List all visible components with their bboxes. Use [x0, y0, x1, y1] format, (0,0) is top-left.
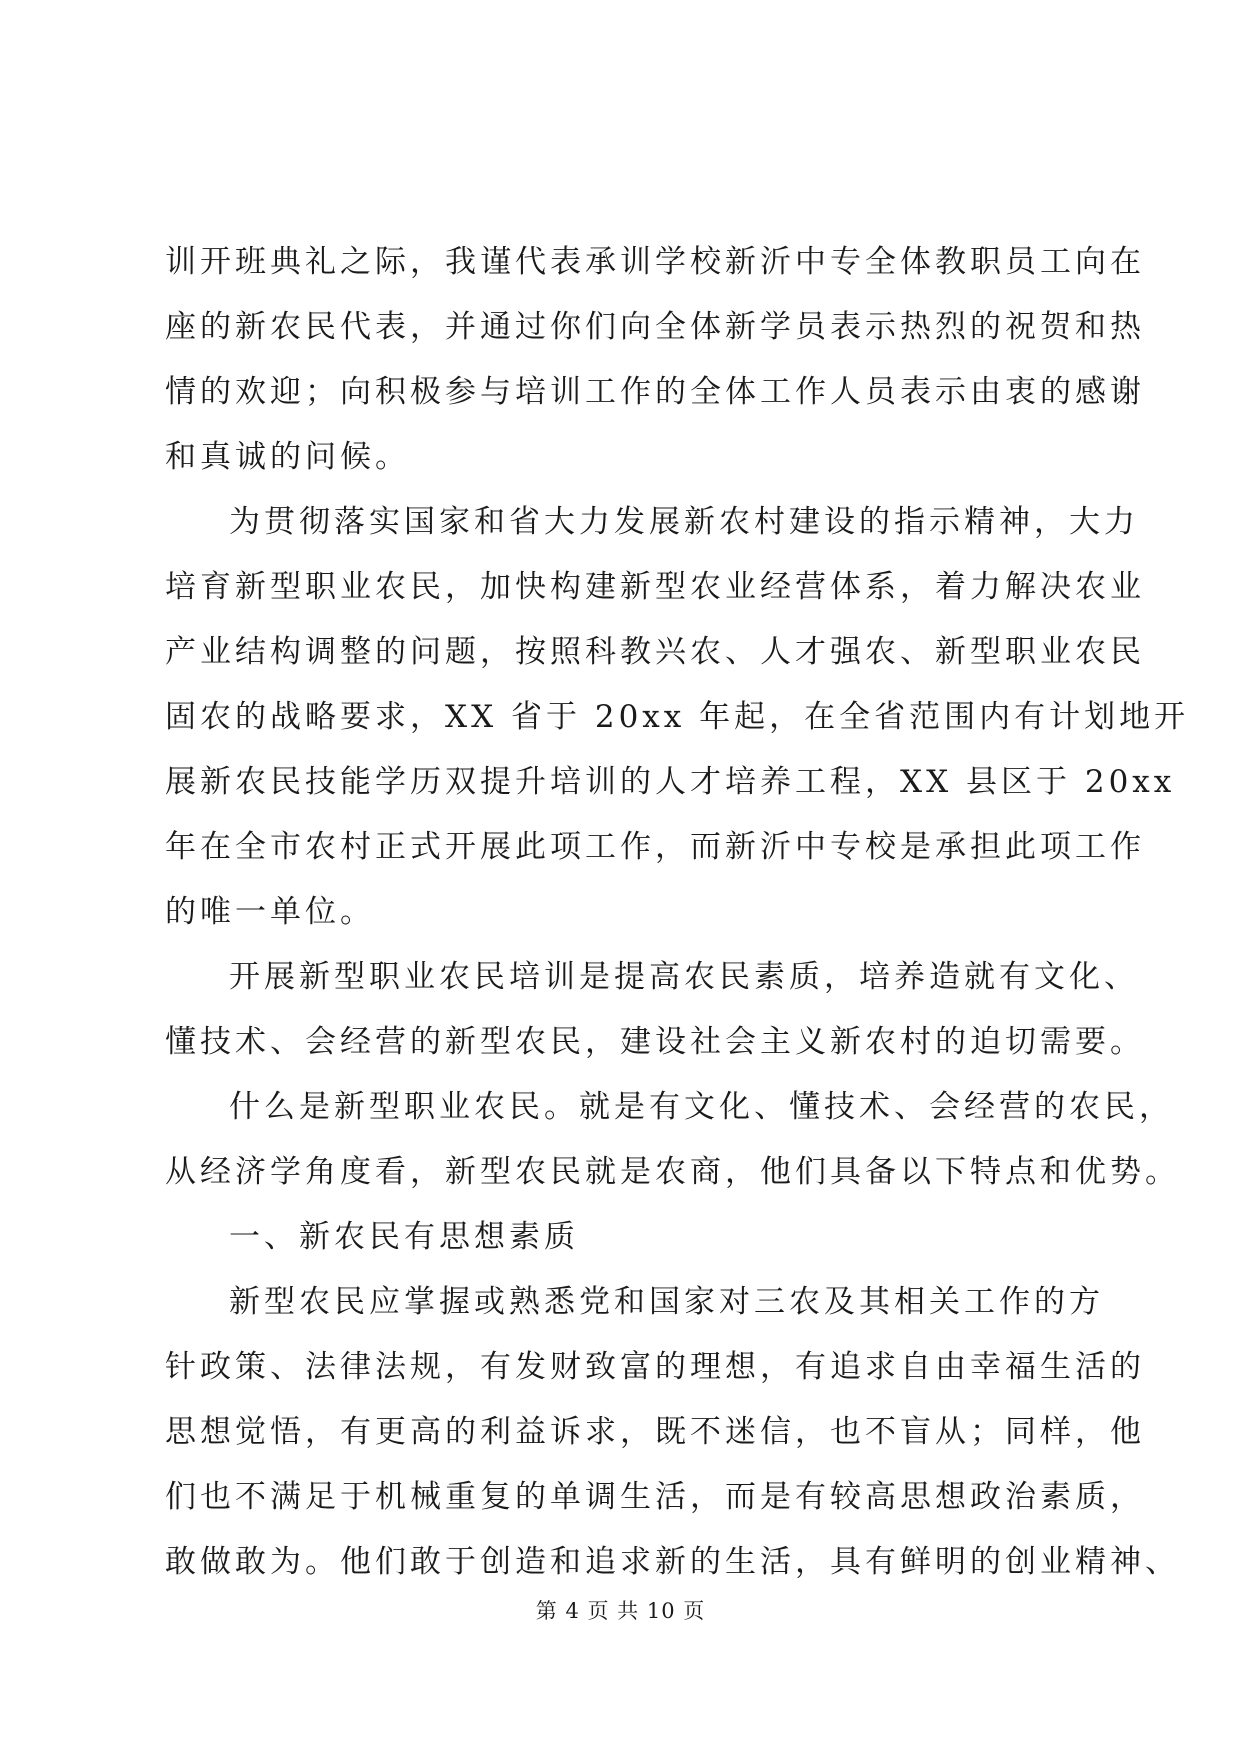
text-line: 从经济学角度看，新型农民就是农商，他们具备以下特点和优势。: [165, 1154, 1180, 1190]
text-line: 针政策、法律法规，有发财致富的理想，有追求自由幸福生活的: [165, 1349, 1145, 1385]
text-line: 年在全市农村正式开展此项工作，而新沂中专校是承担此项工作: [165, 829, 1145, 865]
text-line: 和真诚的问候。: [165, 439, 410, 475]
text-line: 敢做敢为。他们敢于创造和追求新的生活，具有鲜明的创业精神、: [165, 1544, 1180, 1580]
text-line: 们也不满足于机械重复的单调生活，而是有较高思想政治素质，: [165, 1479, 1145, 1515]
text-line: 展新农民技能学历双提升培训的人才培养工程，XX 县区于 20xx: [165, 764, 1176, 800]
text-line: 的唯一单位。: [165, 894, 375, 930]
section-heading: 一、新农民有思想素质: [229, 1219, 579, 1255]
text-line: 情的欢迎；向积极参与培训工作的全体工作人员表示由衷的感谢: [165, 374, 1145, 410]
text-line: 固农的战略要求，XX 省于 20xx 年起，在全省范围内有计划地开: [165, 699, 1190, 735]
text-line: 为贯彻落实国家和省大力发展新农村建设的指示精神，大力: [229, 504, 1139, 540]
text-line: 新型农民应掌握或熟悉党和国家对三农及其相关工作的方: [229, 1284, 1104, 1320]
page-number-footer: 第 4 页 共 10 页: [535, 1599, 706, 1623]
text-line: 产业结构调整的问题，按照科教兴农、人才强农、新型职业农民: [165, 634, 1145, 670]
text-line: 思想觉悟，有更高的利益诉求，既不迷信，也不盲从；同样，他: [165, 1414, 1145, 1450]
text-line: 座的新农民代表，并通过你们向全体新学员表示热烈的祝贺和热: [165, 309, 1145, 345]
text-line: 懂技术、会经营的新型农民，建设社会主义新农村的迫切需要。: [165, 1024, 1145, 1060]
text-line: 培育新型职业农民，加快构建新型农业经营体系，着力解决农业: [165, 569, 1145, 605]
text-line: 训开班典礼之际，我谨代表承训学校新沂中专全体教职员工向在: [165, 244, 1145, 280]
text-line: 什么是新型职业农民。就是有文化、懂技术、会经营的农民，: [229, 1089, 1174, 1125]
document-body: [165, 230, 1190, 1595]
text-line: 开展新型职业农民培训是提高农民素质，培养造就有文化、: [229, 959, 1139, 995]
